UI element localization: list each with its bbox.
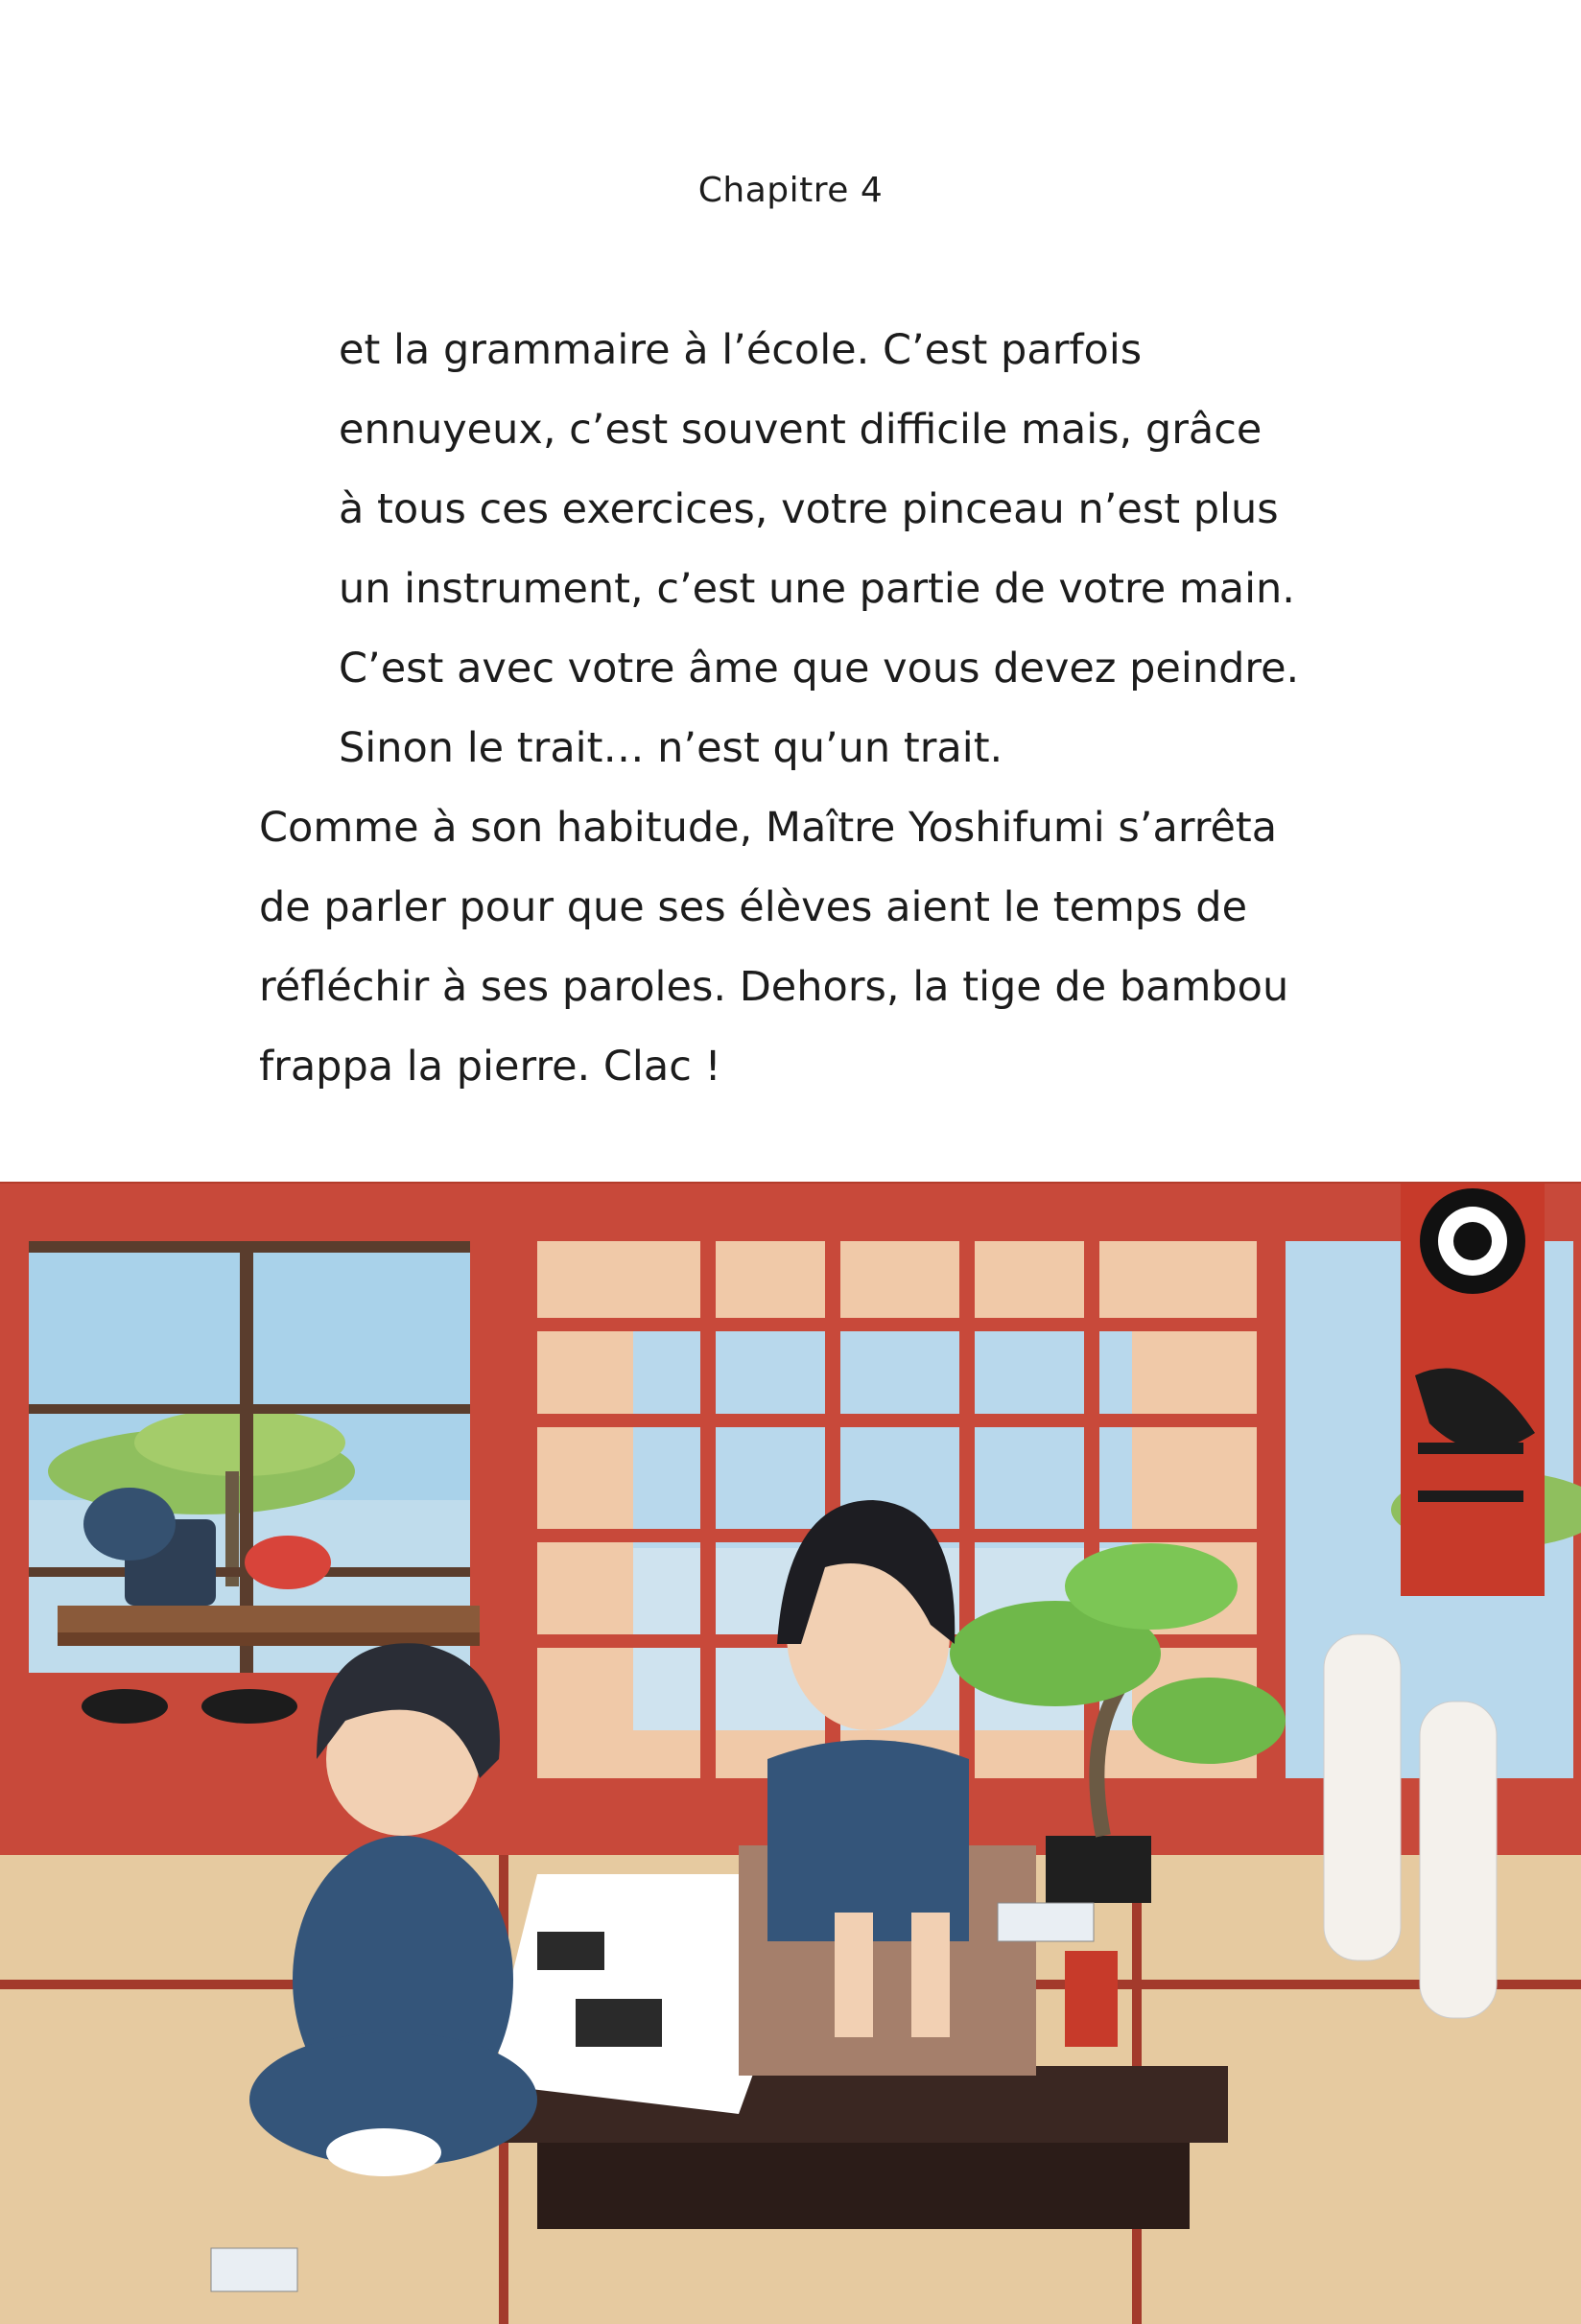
narration-line: de parler pour que ses élèves aient le temps de xyxy=(259,883,1248,931)
narration-line: frappa la pierre. Clac ! xyxy=(259,1043,721,1091)
paint-box xyxy=(211,2248,297,2291)
quote-line: C’est avec votre âme que vous devez peindre. xyxy=(339,645,1300,693)
bonsai-pot xyxy=(1046,1836,1151,1903)
narration-line: réfléchir à ses paroles. Dehors, la tige de bambou xyxy=(259,963,1289,1011)
shoes xyxy=(82,1689,168,1724)
chapter-heading: Chapitre 4 xyxy=(697,171,884,210)
hat xyxy=(83,1488,176,1561)
paper-roll xyxy=(1324,1634,1401,1960)
quote-line: ennuyeux, c’est souvent difficile mais, grâce xyxy=(339,406,1262,454)
classroom-illustration xyxy=(0,1182,1581,2324)
quote-line: et la grammaire à l’école. C’est parfois xyxy=(339,326,1143,374)
toy xyxy=(245,1536,331,1589)
quote-line: Sinon le trait… n’est qu’un trait. xyxy=(339,724,1003,772)
bench xyxy=(58,1606,480,1632)
quote-line: à tous ces exercices, votre pinceau n’est plus xyxy=(339,485,1279,533)
girl-center-body xyxy=(767,1740,969,1941)
quote-line: un instrument, c’est une partie de votre main. xyxy=(339,565,1295,613)
narration-line: Comme à son habitude, Maître Yoshifumi s’arrêta xyxy=(259,804,1278,852)
